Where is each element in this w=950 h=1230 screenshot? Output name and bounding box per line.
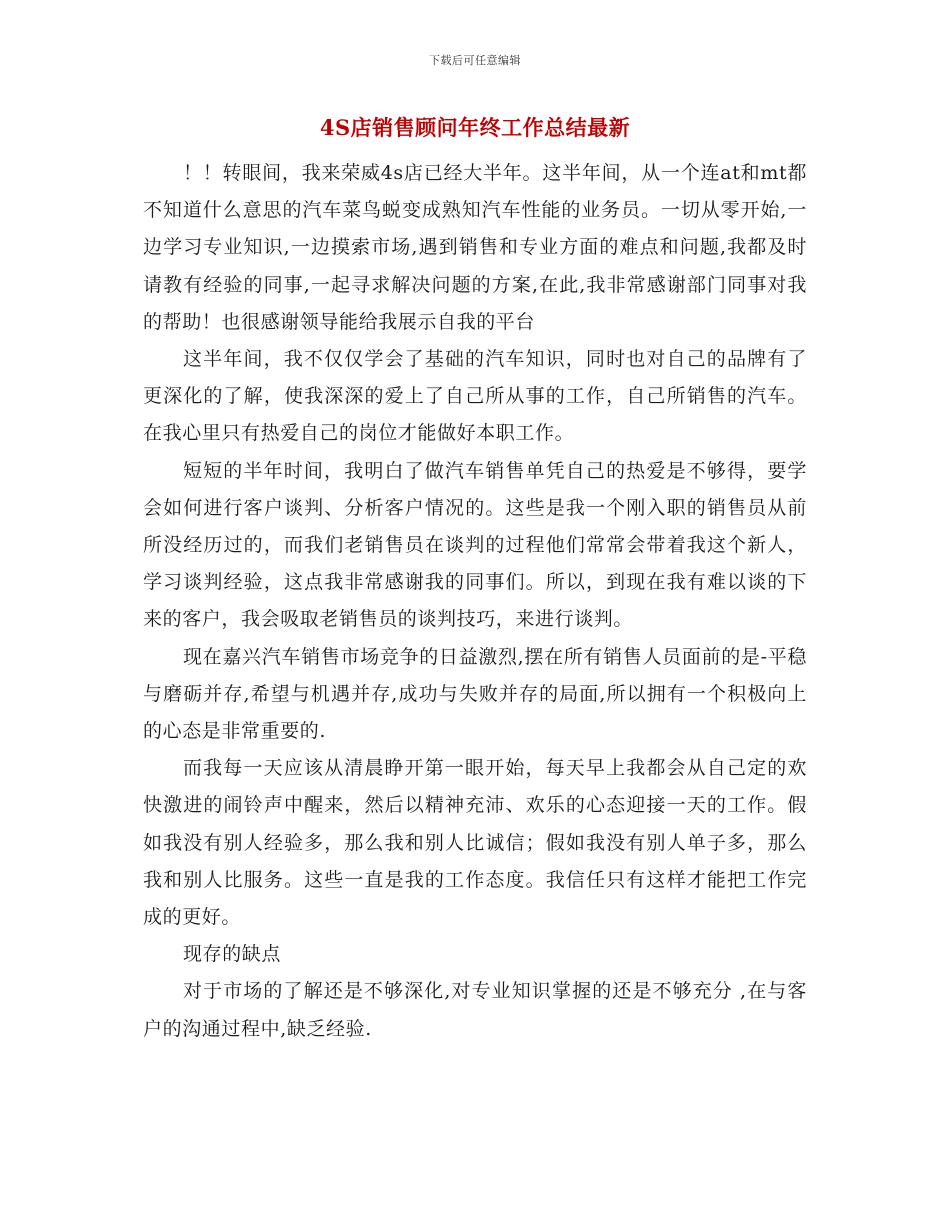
header-note: 下载后可任意编辑 (429, 54, 521, 67)
document-title: 4S店销售顾问年终工作总结最新 (319, 115, 631, 140)
paragraph: 现在嘉兴汽车销售市场竞争的日益激烈,摆在所有销售人员面前的是-平稳与磨砺并存,希望与机遇并存,成功与失败并存的局面,所以拥有一个积极向上的心态是非常重要的. (143, 645, 807, 743)
paragraph: 这半年间，我不仅仅学会了基础的汽车知识，同时也对自己的品牌有了更深化的了解，使我深深的爱上了自己所从事的工作，自己所销售的汽车。在我心里只有热爱自己的岗位才能做好本职工作。 (143, 348, 807, 445)
paragraph: 短短的半年时间，我明白了做汽车销售单凭自己的热爱是不够得，要学会如何进行客户谈判、分析客户情况的。这些是我一个刚入职的销售员从前所没经历过的，而我们老销售员在谈判的过程他们常常会带着我这个新人，学习谈判经验，这点我非常感谢我的同事们。所以，到现在我有难以谈的下来的客户，我会吸取老销售员的谈判技巧，来进行谈判。 (143, 459, 807, 631)
paragraph: 而我每一天应该从清晨睁开第一眼开始，每天早上我都会从自己定的欢快激进的闹铃声中醒来，然后以精神充沛、欢乐的心态迎接一天的工作。假如我没有别人经验多，那么我和别人比诚信；假如我没有别人单子多，那么我和别人比服务。这些一直是我的工作态度。我信任只有这样才能把工作完成的更好。 (143, 757, 807, 929)
paragraph: 对于市场的了解还是不够深化,对专业知识掌握的还是不够充分 ,在与客户的沟通过程中,缺乏经验. (143, 980, 807, 1040)
section-heading: 现存的缺点 (183, 943, 282, 966)
document-body (143, 155, 807, 1048)
paragraph: ！！转眼间，我来荣威4s店已经大半年。这半年间，从一个连at和mt都不知道什么意思的汽车菜鸟蜕变成熟知汽车性能的业务员。一切从零开始,一边学习专业知识,一边摸索市场,遇到销售和专业方面的难点和问题,我都及时请教有经验的同事,一起寻求解决问题的方案,在此,我非常感谢部门同事对我的帮助！也很感谢领导能给我展示自我的平台 (143, 162, 807, 333)
